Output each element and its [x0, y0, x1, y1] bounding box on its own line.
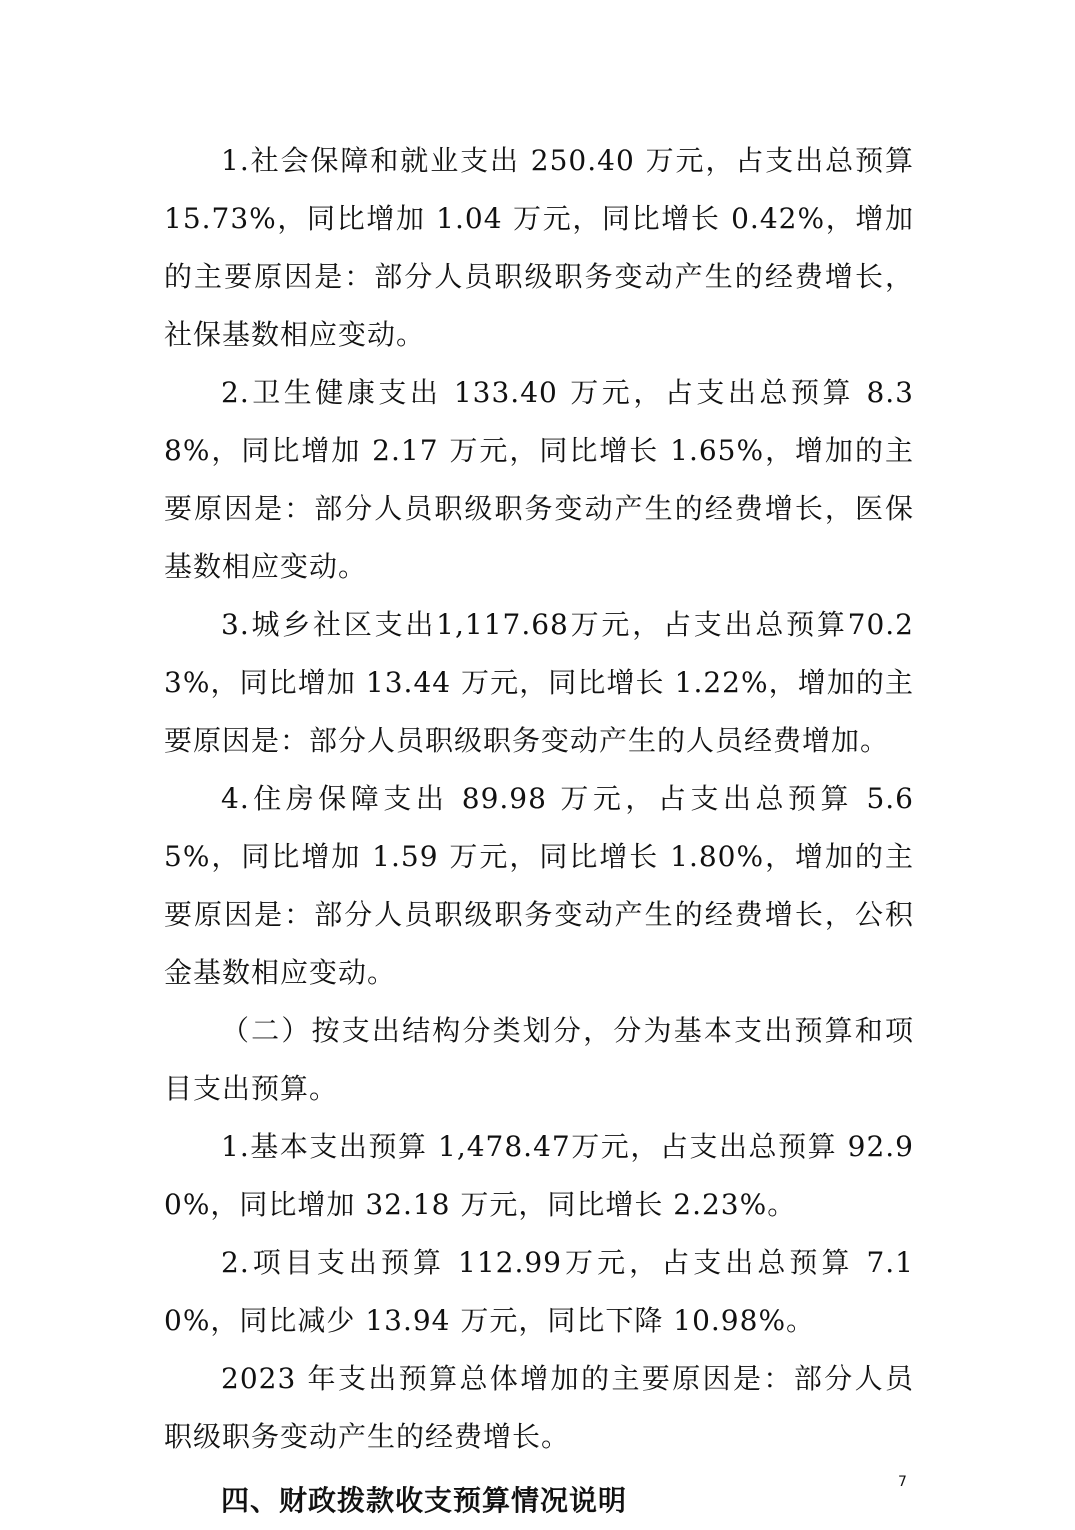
paragraph-social-security: 1.社会保障和就业支出 250.40 万元，占支出总预算15.73%，同比增加 1.04 万元，同比增长 0.42%，增加的主要原因是：部分人员职级职务变动产生的经费增长，社保基数相应变动。 [164, 144, 914, 351]
page-number: 7 [898, 1474, 907, 1490]
paragraph-project-expenditure: 2.项目支出预算 112.99万元，占支出总预算 7.10%，同比减少 13.94 万元，同比下降 10.98%。 [164, 1246, 914, 1337]
section-heading: 四、财政拨款收支预算情况说明 [221, 1484, 628, 1517]
paragraph-basic-expenditure: 1.基本支出预算 1,478.47万元，占支出总预算 92.90%，同比增加 32.18 万元，同比增长 2.23%。 [164, 1130, 914, 1221]
paragraph-housing: 4.住房保障支出 89.98 万元，占支出总预算 5.65%，同比增加 1.59 万元，同比增长 1.80%，增加的主要原因是：部分人员职级职务变动产生的经费增长，公积金基数相应变动。 [164, 782, 914, 989]
paragraph-health: 2.卫生健康支出 133.40 万元，占支出总预算 8.38%，同比增加 2.17 万元，同比增长 1.65%，增加的主要原因是：部分人员职级职务变动产生的经费增长，医保基数相应变动。 [164, 376, 914, 583]
paragraph-urban-rural: 3.城乡社区支出1,117.68万元，占支出总预算70.23%，同比增加 13.44 万元，同比增长 1.22%，增加的主要原因是：部分人员职级职务变动产生的人员经费增加。 [164, 608, 914, 757]
paragraph-overall-reason: 2023 年支出预算总体增加的主要原因是：部分人员职级职务变动产生的经费增长。 [164, 1362, 914, 1453]
page-body [164, 132, 914, 1530]
paragraph-expenditure-structure: （二）按支出结构分类划分，分为基本支出预算和项目支出预算。 [164, 1014, 914, 1105]
